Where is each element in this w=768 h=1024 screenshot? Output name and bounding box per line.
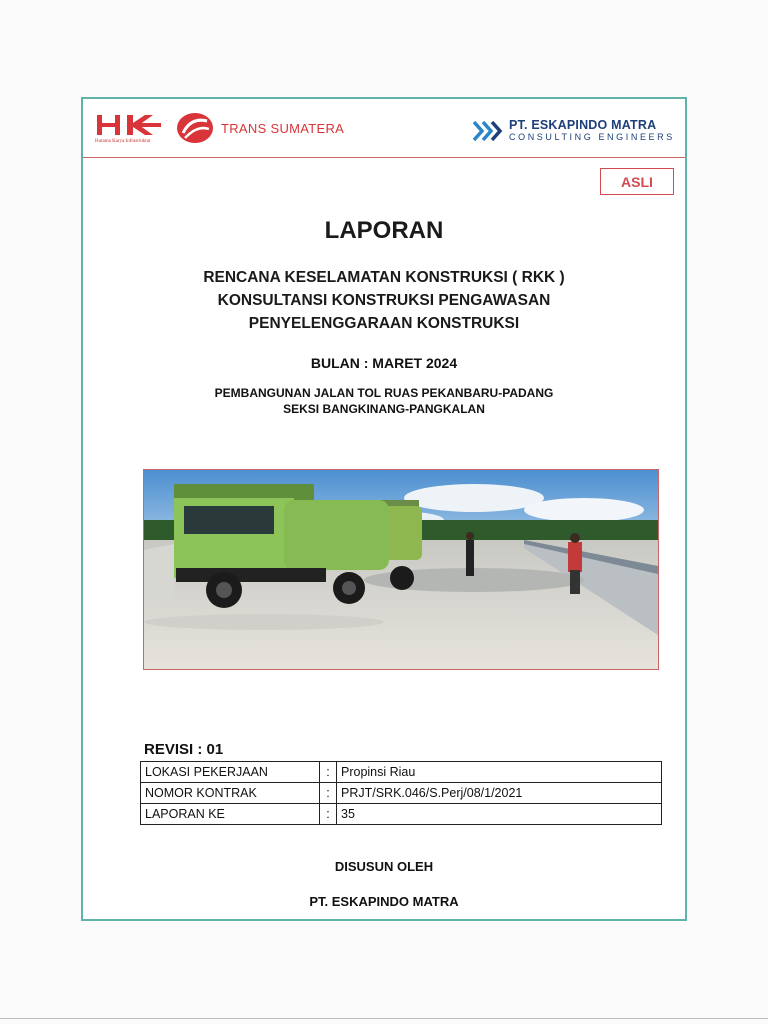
info-key: LOKASI PEKERJAAN — [141, 762, 320, 783]
letterhead — [83, 99, 685, 158]
info-value: 35 — [337, 804, 662, 825]
info-separator: : — [320, 783, 337, 804]
report-title: LAPORAN — [324, 217, 444, 244]
hk-tagline: Hutama Karya Infrastruktur — [95, 139, 151, 144]
table-row — [141, 762, 662, 783]
project-info-table — [140, 761, 662, 825]
consultant-subtitle: CONSULTING ENGINEERS — [509, 132, 675, 142]
eskapindo-logo — [472, 120, 506, 142]
info-separator: : — [320, 804, 337, 825]
hutama-karya-logo — [95, 113, 165, 137]
water-truck-photo — [144, 470, 658, 669]
info-value: Propinsi Riau — [337, 762, 662, 783]
scan-edge-line — [0, 1018, 768, 1019]
trans-sumatera-emblem — [175, 111, 215, 145]
consultant-name: PT. ESKAPINDO MATRA — [509, 118, 657, 132]
document-frame — [81, 97, 687, 921]
report-month: BULAN : MARET 2024 — [310, 355, 458, 371]
prepared-by-company: PT. ESKAPINDO MATRA — [309, 894, 459, 909]
project-name-line-2: SEKSI BANGKINANG-PANGKALAN — [283, 402, 485, 416]
cover-photo — [143, 469, 659, 670]
info-key: NOMOR KONTRAK — [141, 783, 320, 804]
revision-label: REVISI : 01 — [144, 741, 224, 758]
table-row — [141, 783, 662, 804]
info-separator: : — [320, 762, 337, 783]
info-key: LAPORAN KE — [141, 804, 320, 825]
project-name-line-1: PEMBANGUNAN JALAN TOL RUAS PEKANBARU-PADANG — [214, 386, 554, 400]
report-subtitle-line-1: RENCANA KESELAMATAN KONSTRUKSI ( RKK ) — [203, 269, 565, 286]
table-row — [141, 804, 662, 825]
report-subtitle-line-3: PENYELENGGARAAN KONSTRUKSI — [248, 315, 520, 332]
report-subtitle-line-2: KONSULTANSI KONSTRUKSI PENGAWASAN — [217, 292, 551, 309]
original-stamp: ASLI — [600, 168, 674, 195]
info-value: PRJT/SRK.046/S.Perj/08/1/2021 — [337, 783, 662, 804]
prepared-by-label: DISUSUN OLEH — [334, 859, 434, 874]
trans-sumatera-label: TRANS SUMATERA — [221, 121, 345, 136]
